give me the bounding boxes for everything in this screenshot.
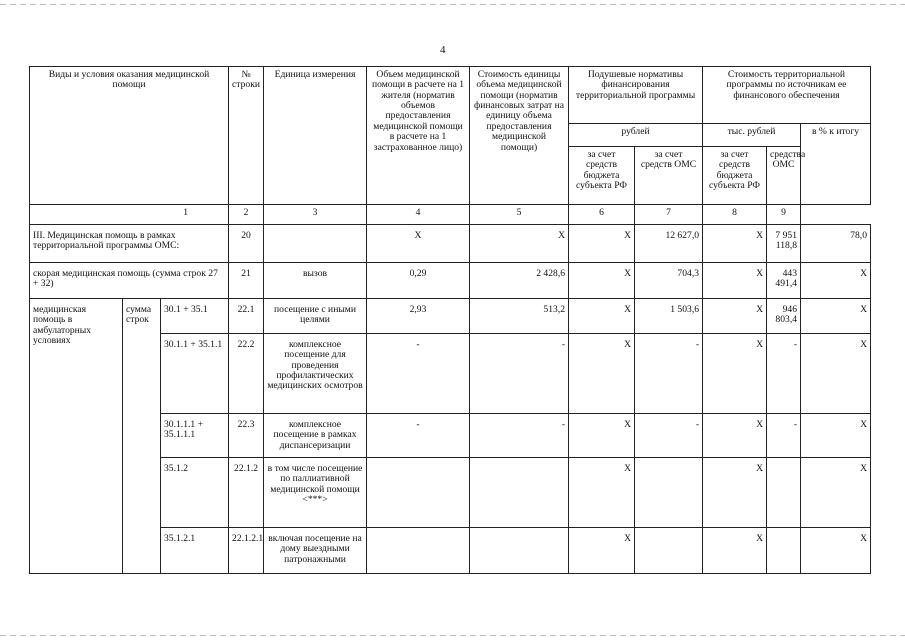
row-volume: - xyxy=(367,334,470,414)
row-budget-2: X xyxy=(703,458,767,528)
row-unit: посещение с иными целями xyxy=(264,299,367,334)
row-oms-2 xyxy=(767,528,801,574)
index-cell: 6 xyxy=(569,205,635,225)
row-budget-2: X xyxy=(703,414,767,458)
row-percent: X xyxy=(801,334,871,414)
row-unit xyxy=(264,225,367,263)
header-budget: за счет средств бюджета субъекта РФ xyxy=(569,147,635,205)
row-unit: комплексное посещение в рамках диспансеризации xyxy=(264,414,367,458)
row-budget: X xyxy=(569,299,635,334)
index-cell: 1 xyxy=(30,205,229,225)
header-volume: Объем медицинской помощи в расчете на 1 жителя (норматив объемов предоставления медицинской помощи в расчете на 1 застрахованное лицо) xyxy=(367,67,470,205)
row-budget: X xyxy=(569,334,635,414)
row-budget-2: X xyxy=(703,334,767,414)
row-unit: в том числе посещение по паллиативной медицинской помощи <***> xyxy=(264,458,367,528)
table-row xyxy=(30,299,871,334)
header-percent: в % к итогу xyxy=(801,124,871,205)
row-oms: 1 503,6 xyxy=(635,299,703,334)
header-percapita: Подушевые нормативы финансирования территориальной программы xyxy=(569,67,703,124)
row-code: 30.1.1.1 + 35.1.1.1 xyxy=(161,414,229,458)
row-oms xyxy=(635,528,703,574)
row-number: 22.1.2 xyxy=(229,458,264,528)
header-cost: Стоимость единицы объема медицинской помощи (норматив финансовых затрат на единицу объема предоставления медицинской помощи) xyxy=(470,67,569,205)
index-cell: 2 xyxy=(229,205,264,225)
row-number: 22.3 xyxy=(229,414,264,458)
row-oms: 704,3 xyxy=(635,263,703,299)
index-cell: 8 xyxy=(703,205,767,225)
row-cost xyxy=(470,528,569,574)
page-number: 4 xyxy=(440,44,446,56)
row-budget: X xyxy=(569,263,635,299)
header-oms: средства ОМС xyxy=(767,147,801,205)
header-thousand-rubles: тыс. рублей xyxy=(703,124,801,147)
index-cell: 9 xyxy=(767,205,801,225)
tariff-table xyxy=(29,66,871,574)
index-cell: 5 xyxy=(470,205,569,225)
row-budget-2: X xyxy=(703,225,767,263)
top-scan-edge xyxy=(0,4,905,5)
row-code: 35.1.2.1 xyxy=(161,528,229,574)
row-number: 21 xyxy=(229,263,264,299)
row-budget-2: X xyxy=(703,263,767,299)
header-total-cost: Стоимость территориальной программы по источникам ее финансового обеспечения xyxy=(703,67,871,124)
header-row-no: № строки xyxy=(229,67,264,205)
header-rubles: рублей xyxy=(569,124,703,147)
row-budget: X xyxy=(569,528,635,574)
row-volume: X xyxy=(367,225,470,263)
row-cost: 513,2 xyxy=(470,299,569,334)
row-cost: X xyxy=(470,225,569,263)
row-oms-2: 7 951 118,8 xyxy=(767,225,801,263)
row-number: 22.2 xyxy=(229,334,264,414)
row-unit: вызов xyxy=(264,263,367,299)
group-name: медицинская помощь в амбулаторных условиях xyxy=(30,299,123,574)
header-type: Виды и условия оказания медицинской помощи xyxy=(30,67,229,205)
row-oms-2 xyxy=(767,458,801,528)
row-cost xyxy=(470,458,569,528)
header-unit: Единица измерения xyxy=(264,67,367,205)
row-volume: 2,93 xyxy=(367,299,470,334)
row-oms-2: 443 491,4 xyxy=(767,263,801,299)
row-budget: X xyxy=(569,458,635,528)
row-oms: 12 627,0 xyxy=(635,225,703,263)
header-oms-funds: за счет средств ОМС xyxy=(635,147,703,205)
row-code: 35.1.2 xyxy=(161,458,229,528)
index-cell: 7 xyxy=(635,205,703,225)
index-cell: 3 xyxy=(264,205,367,225)
row-volume xyxy=(367,528,470,574)
row-oms-2: - xyxy=(767,334,801,414)
row-number: 20 xyxy=(229,225,264,263)
row-code: 30.1.1 + 35.1.1 xyxy=(161,334,229,414)
row-volume: - xyxy=(367,414,470,458)
row-number: 22.1.2.1 xyxy=(229,528,264,574)
table-row xyxy=(30,225,871,263)
row-percent: X xyxy=(801,263,871,299)
row-budget: X xyxy=(569,225,635,263)
index-cell: 4 xyxy=(367,205,470,225)
row-percent: 78,0 xyxy=(801,225,871,263)
row-percent: X xyxy=(801,414,871,458)
row-percent: X xyxy=(801,299,871,334)
row-percent: X xyxy=(801,528,871,574)
row-oms: - xyxy=(635,414,703,458)
header-budget-2: за счет средств бюджета субъекта РФ xyxy=(703,147,767,205)
row-unit: включая посещение на дому выездными патронажными xyxy=(264,528,367,574)
index-row xyxy=(30,205,871,225)
row-code: 30.1 + 35.1 xyxy=(161,299,229,334)
row-cost: - xyxy=(470,334,569,414)
row-budget-2: X xyxy=(703,528,767,574)
row-budget: X xyxy=(569,414,635,458)
row-volume xyxy=(367,458,470,528)
row-name: III. Медицинская помощь в рамках территориальной программы ОМС: xyxy=(30,225,229,263)
row-budget-2: X xyxy=(703,299,767,334)
row-unit: комплексное посещение для проведения профилактических медицинских осмотров xyxy=(264,334,367,414)
table-row xyxy=(30,263,871,299)
bottom-scan-edge xyxy=(0,635,905,636)
row-oms-2: - xyxy=(767,414,801,458)
group-sum-label: сумма строк xyxy=(123,299,161,574)
row-oms-2: 946 803,4 xyxy=(767,299,801,334)
row-oms: - xyxy=(635,334,703,414)
row-number: 22.1 xyxy=(229,299,264,334)
row-oms xyxy=(635,458,703,528)
row-name: скорая медицинская помощь (сумма строк 27 + 32) xyxy=(30,263,229,299)
row-cost: 2 428,6 xyxy=(470,263,569,299)
row-percent: X xyxy=(801,458,871,528)
row-volume: 0,29 xyxy=(367,263,470,299)
row-cost: - xyxy=(470,414,569,458)
